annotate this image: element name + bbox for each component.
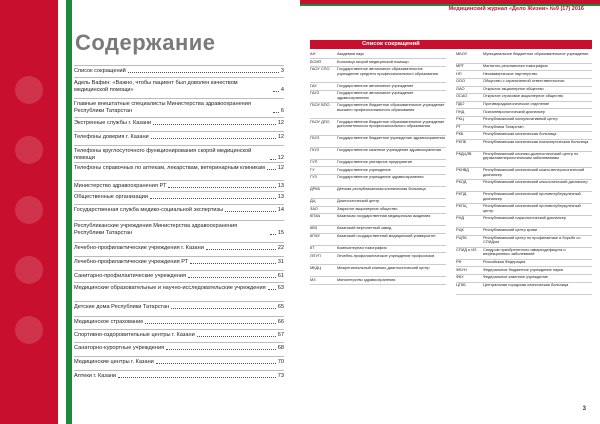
toc-leader-dots xyxy=(273,112,279,113)
toc-leader-dots xyxy=(153,124,276,125)
abbreviation-value: Республиканская клиническая больница xyxy=(483,131,557,137)
abbreviation-value: Республиканский клинический противотуберкулезный центр xyxy=(483,203,581,213)
abbreviation-value: Республиканский наркологический диспансер xyxy=(483,215,567,221)
abbreviation-divider xyxy=(310,284,446,285)
toc-item[interactable] xyxy=(74,120,284,127)
abbreviation-row xyxy=(310,120,446,136)
abbreviation-key: ГАУЗ xyxy=(310,90,320,96)
abbreviation-row xyxy=(310,67,446,83)
toc-item-page: 70 xyxy=(277,359,284,365)
toc-item-page: 13 xyxy=(277,183,284,189)
toc-item-title: Главные внештатные специалисты Министерства здравоохранения Республики Татарстан xyxy=(74,101,251,114)
toc-separator xyxy=(74,270,284,271)
toc-item-title: Телефоны круглосуточного функционирования скорой медицинской помощи xyxy=(74,148,252,161)
abbreviation-value: Государственное казенное учреждение здравоохранения xyxy=(337,147,441,152)
abbreviation-value: Казанский вертолетный завод xyxy=(337,225,392,231)
abbreviation-value: Государственное учреждение xyxy=(337,166,391,172)
toc-item-title: Аптеки г. Казани xyxy=(74,373,117,379)
toc-item-title: Экстренные службы г. Казани xyxy=(74,120,152,126)
abbreviation-key: ФКУ xyxy=(456,274,464,280)
toc-separator xyxy=(74,204,284,205)
toc-item[interactable] xyxy=(74,319,284,326)
toc-item-page: 3 xyxy=(280,68,284,74)
abbreviation-key: РКДЦЛВ xyxy=(456,151,472,156)
abbreviation-value: Открытое страховое акционерное общество xyxy=(483,93,564,99)
abbreviation-key: РКНВД xyxy=(456,167,469,173)
abbreviation-key: ГУЗ xyxy=(310,174,317,180)
toc-item-title: Медицинское страхование xyxy=(74,319,144,325)
toc-separator xyxy=(74,242,284,243)
abbreviation-value: Республиканский центр по профилактике и борьбе со СПИДом xyxy=(483,235,581,245)
toc-item[interactable] xyxy=(74,183,284,190)
toc-leader-dots xyxy=(166,349,276,350)
abbreviation-value: Государственное автономное учреждение xyxy=(337,82,414,88)
abbreviation-value: Компьютерная томография xyxy=(337,245,387,250)
abbreviation-key: ГБОУ ВПО xyxy=(310,102,330,108)
toc-item-title: Общественные организации xyxy=(74,194,149,200)
abbreviation-key: СПИД и ИЗ xyxy=(456,247,477,252)
toc-item[interactable] xyxy=(74,345,284,352)
table-of-contents xyxy=(74,68,284,420)
toc-item-page: 12 xyxy=(277,120,284,126)
abbreviation-value: Лечебно-профилактическое учреждение профсоюзов xyxy=(337,252,435,258)
abbreviation-key: РКПЦ xyxy=(456,203,467,209)
abbreviation-value: Академия наук xyxy=(337,51,364,56)
journal-header: Медицинский журнал «Дело Жизни» №9 (17) 2016 xyxy=(448,6,584,12)
abbreviation-key: РЦПБ xyxy=(456,235,467,240)
toc-item-title: Список сокращений xyxy=(74,68,126,74)
abbreviation-value: Казанский государственный медицинский университет xyxy=(337,233,436,238)
abbreviation-key: РТ xyxy=(456,123,461,129)
toc-item-page: 6 xyxy=(280,107,284,114)
toc-item-title: Санаторно-курортные учреждения xyxy=(74,345,165,351)
abbreviation-key: МБОУ xyxy=(456,51,468,56)
abbreviation-value: Государственное автономное учреждение здравоохранения xyxy=(337,90,414,100)
toc-item-title: Санитарно-профилактические учреждения xyxy=(74,273,187,279)
toc-item-page: 65 xyxy=(277,304,284,310)
abbreviation-value: Республиканский клинико-диагностический центр по дерматовенерологическим заболеваниям xyxy=(483,151,579,161)
toc-leader-dots xyxy=(267,169,276,170)
toc-item-title: Детские дома Республики Татарстан xyxy=(74,304,170,310)
abbreviation-value: Республика Татарстан xyxy=(483,123,524,129)
abbreviation-value: Российская Федерация xyxy=(483,259,526,264)
toc-separator xyxy=(74,356,284,357)
toc-item[interactable] xyxy=(74,68,284,75)
flag-stripe-green xyxy=(66,0,72,424)
ornament-icon xyxy=(0,60,58,360)
toc-separator xyxy=(74,301,284,302)
abbreviation-value: Межрегиональный клинико-диагностический центр xyxy=(337,264,430,270)
abbreviation-key: ПНД xyxy=(456,108,465,114)
toc-separator xyxy=(74,256,284,257)
abbreviation-key: ЗАО xyxy=(310,205,318,211)
toc-item[interactable] xyxy=(74,332,284,339)
toc-item[interactable] xyxy=(74,359,284,366)
abbreviation-key: ГБУЗ xyxy=(310,135,320,140)
page-number: 3 xyxy=(582,406,586,412)
abbreviation-value: Общество с ограниченной ответственностью xyxy=(483,78,565,84)
toc-separator xyxy=(74,191,284,192)
abbreviation-key: ФБУН xyxy=(456,266,467,272)
toc-separator xyxy=(74,180,284,181)
abbreviations-column-2 xyxy=(456,52,592,412)
toc-item-page: 73 xyxy=(277,373,284,379)
toc-item[interactable] xyxy=(74,223,284,236)
abbreviation-divider xyxy=(456,294,592,295)
toc-item-title: Медицинские образовательные и научно-исследовательские учреждения xyxy=(74,285,266,291)
toc-item-title: Спортивно-оздоровительные центры г. Казани xyxy=(74,332,195,338)
toc-leader-dots xyxy=(197,336,276,337)
abbreviation-value: Магнитно-резонансная томография xyxy=(483,63,548,68)
abbreviation-key: КТ xyxy=(310,245,315,250)
abbreviation-key: ДРКБ xyxy=(310,186,321,192)
toc-item[interactable] xyxy=(74,259,284,266)
flag-stripe-white xyxy=(58,0,66,424)
abbreviation-key: ГУП xyxy=(310,159,318,164)
abbreviation-key: КГМА xyxy=(310,213,321,219)
toc-item-page: 61 xyxy=(277,273,284,279)
abbreviation-value: Муниципальное бюджетное образовательное учреждение xyxy=(483,51,589,56)
right-page xyxy=(300,0,600,424)
abbreviation-key: КВЗ xyxy=(310,225,318,231)
toc-item-title: Лечебно-профилактические учреждения г. Казани xyxy=(74,245,204,251)
abbreviation-key: ГКУЗ xyxy=(310,147,320,152)
abbreviations-column-1 xyxy=(310,52,446,412)
abbreviation-value: Казанская государственная медицинская академия xyxy=(337,213,431,219)
toc-leader-dots xyxy=(128,72,279,73)
toc-item[interactable] xyxy=(74,148,284,161)
toc-separator xyxy=(74,329,284,330)
toc-item-title: Министерство здравоохранения РТ xyxy=(74,183,167,189)
toc-separator xyxy=(74,117,284,118)
abbreviation-value: Открытое акционерное общество xyxy=(483,85,544,91)
toc-separator xyxy=(74,98,284,99)
abbreviation-row xyxy=(310,103,446,119)
toc-leader-dots xyxy=(270,159,276,160)
abbreviation-value: Республиканский консультативный центр xyxy=(483,116,558,122)
abbreviation-key: ОСАО xyxy=(456,93,468,99)
toc-item-title: Адель Вафин: «Важно, чтобы пациент был доволен качеством медицинской помощи» xyxy=(74,80,238,93)
abbreviation-value: Государственное учреждение здравоохранения xyxy=(337,174,424,180)
abbreviation-key: КГМУ xyxy=(310,233,320,238)
abbreviation-key: РЦК xyxy=(456,227,464,233)
toc-item-page: 68 xyxy=(277,345,284,351)
abbreviation-row xyxy=(456,152,592,168)
abbreviation-value: Центральная городская клиническая больница xyxy=(483,281,569,287)
abbreviation-value: Республиканский клинический кожно-венерологический диспансер xyxy=(483,167,585,177)
toc-leader-dots xyxy=(171,308,276,309)
toc-item[interactable] xyxy=(74,273,284,280)
toc-item[interactable] xyxy=(74,134,284,141)
toc-item[interactable] xyxy=(74,80,284,93)
abbreviation-key: ГБОУ ДПО xyxy=(310,118,330,124)
toc-item-page: 22 xyxy=(277,245,284,251)
toc-item[interactable] xyxy=(74,373,284,380)
toc-separator xyxy=(74,342,284,343)
abbreviation-key: МКДЦ xyxy=(310,264,322,270)
abbreviation-value: Детская республиканская клиническая больница xyxy=(337,186,426,192)
toc-leader-dots xyxy=(145,323,275,324)
abbreviation-key: РКПБ xyxy=(456,139,467,144)
abbreviation-value: Республиканский центр крови xyxy=(483,227,538,233)
toc-item[interactable] xyxy=(74,194,284,201)
toc-item-page: 12 xyxy=(277,134,284,140)
abbreviation-value: Министерство здравоохранения xyxy=(337,276,396,282)
toc-separator xyxy=(74,282,284,283)
toc-separator xyxy=(74,65,284,66)
abbreviation-value: Противорадиологическое отделение xyxy=(483,101,550,106)
toc-leader-dots xyxy=(151,138,276,139)
abbreviation-key: МРТ xyxy=(456,63,465,68)
toc-leader-dots xyxy=(168,187,275,188)
abbreviation-value: Закрытое акционерное общество xyxy=(337,205,398,211)
abbreviation-value: Государственное унитарное предприятие xyxy=(337,159,413,164)
toc-leader-dots xyxy=(225,211,276,212)
abbreviation-value: Республиканский клинический противотуберкулезный диспансер xyxy=(483,191,581,201)
toc-item-page: 63 xyxy=(277,285,284,291)
toc-item-page: 13 xyxy=(277,194,284,200)
toc-item-page: 31 xyxy=(277,259,284,265)
abbreviation-key: РКЦ xyxy=(456,116,464,122)
toc-item-page: 67 xyxy=(277,332,284,338)
toc-item-title: Государственная служба медико-социальной экспертизы xyxy=(74,207,224,213)
abbreviation-key: ГУ xyxy=(310,166,315,172)
page-title: Содержание xyxy=(75,30,216,55)
abbreviation-value: Диагностический центр xyxy=(337,198,380,204)
abbreviation-key: РКОД xyxy=(456,179,467,185)
toc-item[interactable] xyxy=(74,285,284,292)
toc-item-title: Лечебно-профилактические учреждения РТ xyxy=(74,259,189,265)
toc-separator xyxy=(74,77,284,78)
toc-separator xyxy=(74,316,284,317)
abbreviation-value: Больница скорой медицинской помощи xyxy=(337,58,409,64)
abbreviation-key: АН xyxy=(310,51,316,56)
toc-leader-dots xyxy=(190,263,276,264)
abbreviation-key: РФ xyxy=(456,259,462,264)
toc-item-page: 14 xyxy=(277,207,284,213)
toc-item[interactable] xyxy=(74,207,284,214)
abbreviation-value: Федеральное казенное учреждение xyxy=(483,274,548,280)
abbreviation-value: Государственное автономное образовательное учреждение среднего профессионального образования xyxy=(337,66,438,76)
abbreviation-key: ООО xyxy=(456,78,466,84)
abbreviation-key: ПДО xyxy=(456,101,465,106)
abbreviation-key: МЗ xyxy=(310,276,316,282)
toc-separator xyxy=(74,220,284,221)
abbreviation-key: РКБ xyxy=(456,131,464,137)
abbreviation-key: ОАО xyxy=(456,85,465,91)
toc-item-page: 12 xyxy=(277,154,284,161)
abbreviations-banner: Список сокращений xyxy=(310,40,592,49)
toc-item[interactable] xyxy=(74,165,284,172)
abbreviation-key: РНД xyxy=(456,215,465,221)
abbreviation-key: ГАУ xyxy=(310,82,317,88)
toc-leader-dots xyxy=(273,91,279,92)
toc-leader-dots xyxy=(156,363,276,364)
toc-leader-dots xyxy=(206,249,276,250)
abbreviation-key: РКПД xyxy=(456,191,467,197)
toc-separator xyxy=(74,162,284,163)
toc-leader-dots xyxy=(118,377,276,378)
abbreviation-value: Государственное бюджетное учреждение здравоохранения xyxy=(337,135,445,140)
toc-leader-dots xyxy=(150,198,276,199)
abbreviation-value: Республиканская клиническая психиатрическая больница xyxy=(483,139,589,144)
abbreviation-key: ДЦ xyxy=(310,198,316,204)
abbreviation-value: Федеральное бюджетное учреждение науки xyxy=(483,266,563,272)
toc-item-page: 66 xyxy=(277,319,284,325)
abbreviation-value: Государственное бюджетное образовательное учреждение дополнительного профессионального образования xyxy=(337,118,445,128)
abbreviation-value: Республиканский клинический онкологический диспансер xyxy=(483,179,588,185)
abbreviation-key: НП xyxy=(456,70,462,76)
abbreviation-key: ЦГКБ xyxy=(456,281,466,287)
abbreviation-key: ГАОУ СПО xyxy=(310,66,330,72)
toc-item-page: 12 xyxy=(277,165,284,171)
toc-leader-dots xyxy=(268,289,276,290)
toc-separator xyxy=(74,370,284,371)
abbreviation-value: Некоммерческое партнерство xyxy=(483,70,538,76)
abbreviation-key: БСМП xyxy=(310,58,322,64)
toc-item-page: 15 xyxy=(277,229,284,236)
toc-item[interactable] xyxy=(74,245,284,252)
abbreviation-value: Синдром приобретенного иммунодефицита и инфекционных заболеваний xyxy=(483,247,566,257)
toc-separator xyxy=(74,145,284,146)
toc-item-title: Телефоны доверия г. Казани xyxy=(74,134,149,140)
toc-item-title: Телефоны справочных по аптекам, лекарствам, ветеринарным клиникам xyxy=(74,165,265,171)
abbreviation-key: ЛПУП xyxy=(310,252,321,258)
toc-item-title: Медицинские центры г. Казани xyxy=(74,359,154,365)
toc-item[interactable] xyxy=(74,101,284,114)
toc-item[interactable] xyxy=(74,304,284,311)
toc-leader-dots xyxy=(270,234,276,235)
toc-separator xyxy=(74,131,284,132)
toc-item-title: Республиканские учреждения Министерства здравоохранения Республики Татарстан xyxy=(74,223,238,236)
toc-item-page: 4 xyxy=(280,86,284,93)
abbreviation-value: Психоневрологический диспансер xyxy=(483,108,546,114)
abbreviation-value: Государственное бюджетное образовательное учреждение высшего профессионального образования xyxy=(337,102,445,112)
toc-leader-dots xyxy=(188,277,276,278)
